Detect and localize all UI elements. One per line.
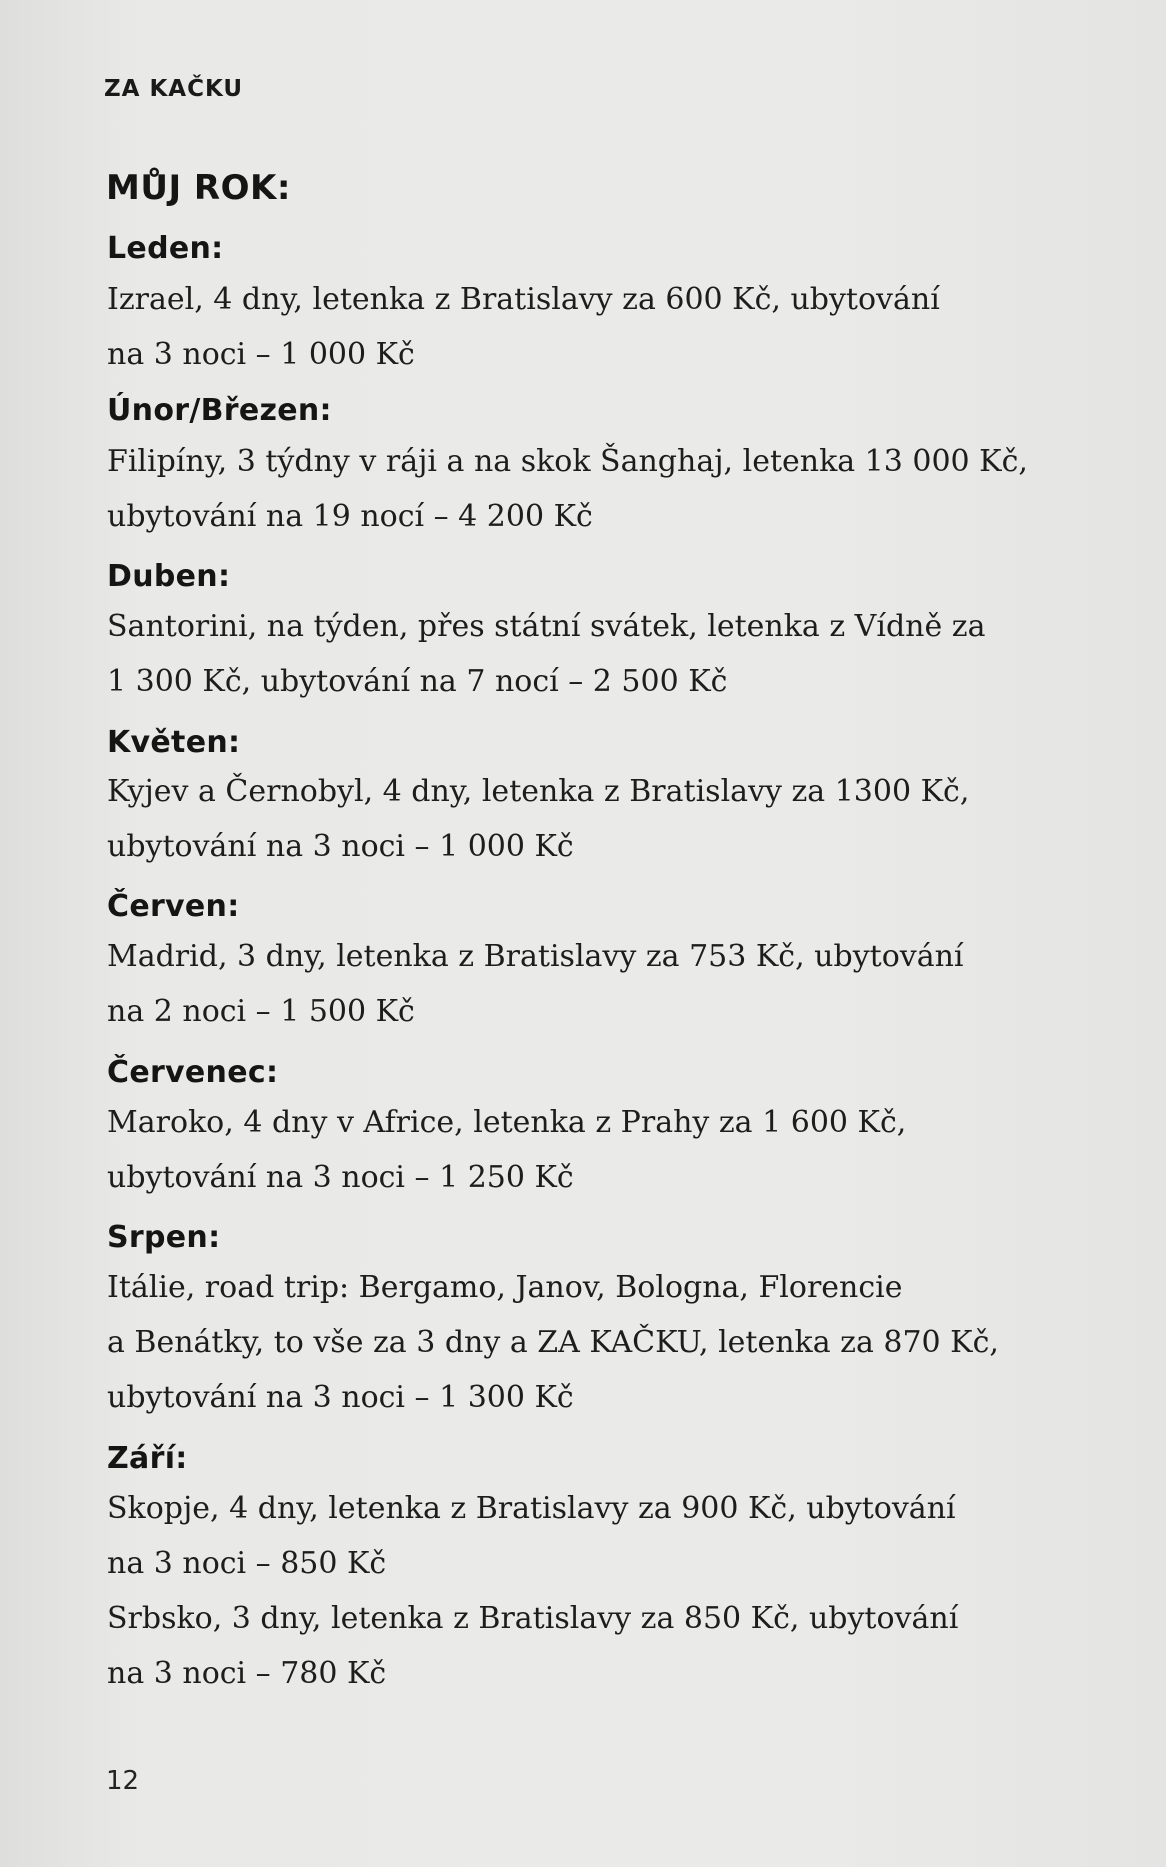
text-line: Skopje, 4 dny, letenka z Bratislavy za 900 Kč, ubytování [107,1491,956,1526]
text-line: ubytování na 3 noci – 1 300 Kč [107,1380,574,1415]
text-line: na 2 noci – 1 500 Kč [107,994,415,1029]
text-line: na 3 noci – 850 Kč [107,1546,387,1581]
text-line: Maroko, 4 dny v Africe, letenka z Prahy za 1 600 Kč, [107,1105,907,1140]
month-label: Duben: [107,559,231,594]
month-label: Leden: [107,231,224,266]
text-line: a Benátky, to vše za 3 dny a ZA KAČKU, letenka za 870 Kč, [107,1325,999,1360]
text-line: Kyjev a Černobyl, 4 dny, letenka z Bratislavy za 1300 Kč, [107,774,970,809]
text-line: na 3 noci – 780 Kč [107,1656,387,1691]
text-line: Madrid, 3 dny, letenka z Bratislavy za 753 Kč, ubytování [107,939,964,974]
text-line: Itálie, road trip: Bergamo, Janov, Bologna, Florencie [107,1270,903,1305]
text-line: ubytování na 19 nocí – 4 200 Kč [107,499,593,534]
text-line: ubytování na 3 noci – 1 250 Kč [107,1160,574,1195]
month-label: Únor/Březen: [107,393,332,428]
text-line: na 3 noci – 1 000 Kč [107,337,415,372]
text-line: 1 300 Kč, ubytování na 7 nocí – 2 500 Kč [107,664,728,699]
month-label: Červenec: [107,1055,279,1090]
month-label: Srpen: [107,1220,221,1255]
month-label: Květen: [107,725,241,760]
page-number: 12 [106,1766,140,1796]
month-label: Září: [107,1441,188,1476]
text-line: Santorini, na týden, přes státní svátek, letenka z Vídně za [107,609,986,644]
month-label: Červen: [107,889,240,924]
running-header: ZA KAČKU [104,76,244,102]
text-line: Izrael, 4 dny, letenka z Bratislavy za 600 Kč, ubytování [107,282,940,317]
section-heading: MŮJ ROK: [106,168,291,208]
text-line: Filipíny, 3 týdny v ráji a na skok Šanghaj, letenka 13 000 Kč, [107,444,1028,479]
text-line: ubytování na 3 noci – 1 000 Kč [107,829,574,864]
text-line: Srbsko, 3 dny, letenka z Bratislavy za 850 Kč, ubytování [107,1601,959,1636]
